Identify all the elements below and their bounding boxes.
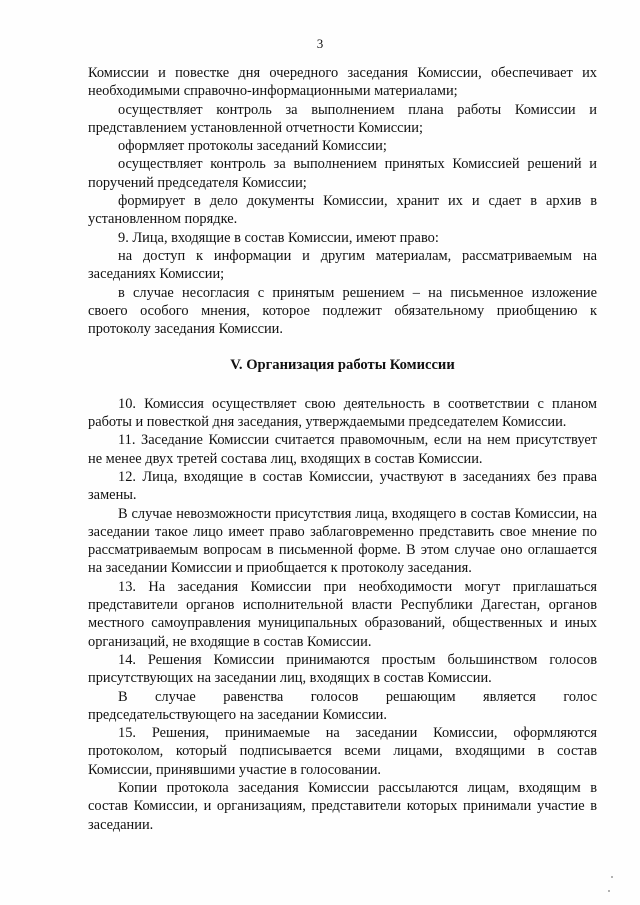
document-body [88,64,597,834]
page-number: 3 [316,36,324,51]
paragraph: 15. Решения, принимаемые на заседании Комиссии, оформляются протоколом, который подписывается всеми лицами, входящими в состав Комиссии, принявшими участие в голосовании. [88,725,597,778]
paragraph: 14. Решения Комиссии принимаются простым большинством голосов присутствующих на заседании лиц, входящих в состав Комиссии. [88,651,597,687]
paragraph: оформляет протоколы заседаний Комиссии; [118,138,387,155]
paragraph: 13. На заседания Комиссии при необходимости могут приглашаться представители органов исполнительной власти Республики Дагестан, органов местного самоуправления муниципальных образований, общественных и иных организаций, не входящие в состав Комиссии. [88,578,597,650]
scan-speck [608,890,610,892]
paragraph: 10. Комиссия осуществляет свою деятельность в соответствии с планом работы и повесткой дня заседания, утверждаемыми председателем Комиссии. [88,395,597,431]
section-title: V. Организация работы Комиссии [230,357,455,374]
paragraph: В случае невозможности присутствия лица, входящего в состав Комиссии, на заседании такое лицо имеет право заблаговременно представить свое мнение по рассматриваемым вопросам в письменной форме. В этом случае оно оглашается на заседании Комиссии и приобщается к протоколу заседания. [88,505,597,577]
paragraph: осуществляет контроль за выполнением плана работы Комиссии и представлением установленной отчетности Комиссии; [88,101,597,136]
paragraph: в случае несогласия с принятым решением – на письменное изложение своего особого мнения, которое подлежит обязательному приобщению к протоколу заседания Комиссии. [88,284,597,338]
paragraph: осуществляет контроль за выполнением принятых Комиссией решений и поручений председателя Комиссии; [88,156,597,191]
paragraph: 11. Заседание Комиссии считается правомочным, если на нем присутствует не менее двух третей состава лиц, входящих в состав Комиссии. [88,432,597,467]
paragraph: формирует в дело документы Комиссии, хранит их и сдает в архив в установленном порядке. [88,193,597,228]
paragraph: на доступ к информации и другим материалам, рассматриваемым на заседаниях Комиссии; [88,247,597,283]
scan-speck [611,876,613,878]
paragraph: 12. Лица, входящие в состав Комиссии, участвуют в заседаниях без права замены. [88,468,597,504]
paragraph: 9. Лица, входящие в состав Комиссии, имеют право: [118,229,439,246]
paragraph: Комиссии и повестке дня очередного заседания Комиссии, обеспечивает их необходимыми справочно-информационными материалами; [88,65,597,100]
paragraph: Копии протокола заседания Комиссии рассылаются лицам, входящим в состав Комиссии, и организациям, представители которых принимали участие в заседании. [88,779,597,833]
paragraph: В случае равенства голосов решающим является голос председательствующего на заседании Комиссии. [88,688,597,723]
